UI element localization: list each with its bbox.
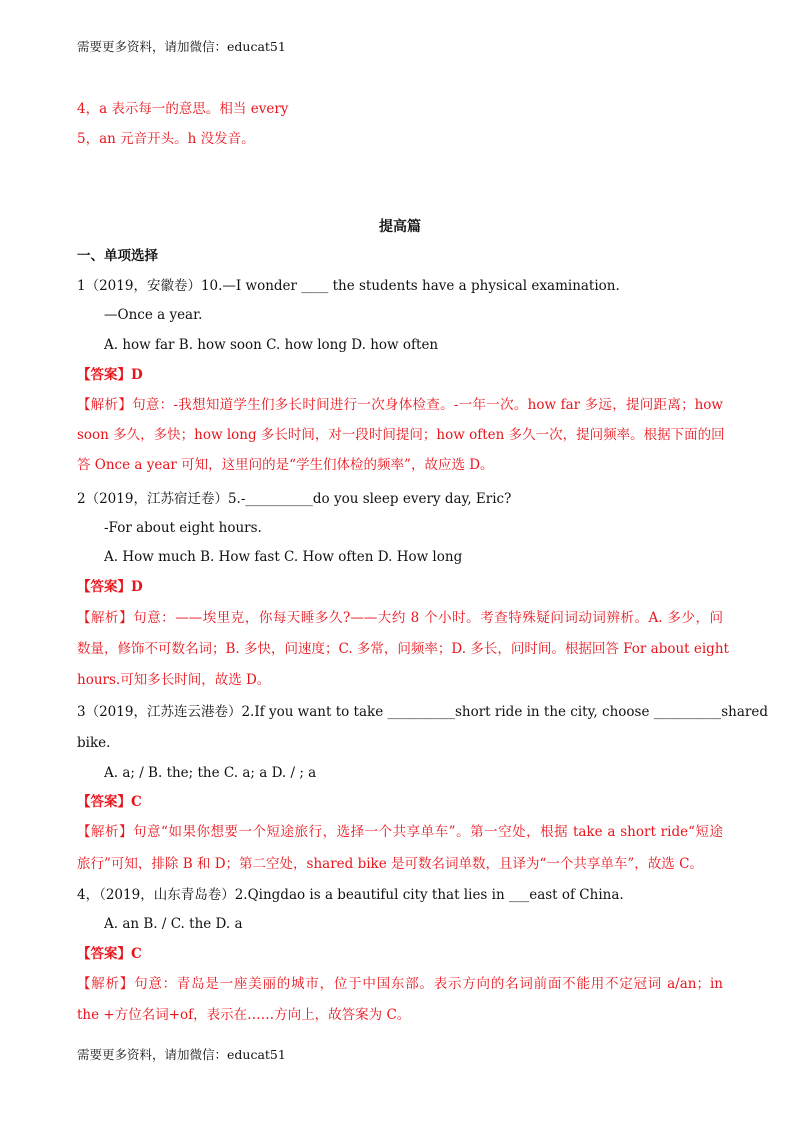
question-options: A. a; / B. the; the C. a; a D. / ; a	[104, 765, 317, 781]
question-stem-line2: —Once a year.	[104, 307, 203, 323]
analysis-line: 数量，修饰不可数名词；B. 多快，问速度；C. 多常，问频率；D. 多长，问时间。根据回答 For about eight	[77, 641, 729, 657]
analysis-line: 旅行”可知，排除 B 和 D；第二空处，shared bike 是可数名词单数，且译为“一个共享单车”，故选 C。	[77, 856, 703, 872]
section-heading: 一、单项选择	[77, 248, 158, 264]
question-stem: 2（2019，江苏宿迁卷）5.-__________do you sleep every day, Eric?	[77, 491, 512, 507]
analysis-line: 答 Once a year 可知，这里问的是“学生们体检的频率”，故应选 D。	[77, 457, 494, 473]
analysis-line: the +方位名词+of，表示在……方向上，故答案为 C。	[77, 1007, 411, 1023]
answer-line: 【答案】D	[77, 367, 143, 383]
question-options: A. How much B. How fast C. How often D. How long	[104, 549, 463, 565]
analysis-line: 【解析】句意：——埃里克，你每天睡多久?——大约 8 个小时。考查特殊疑问词动词辨析。A. 多少，问	[77, 610, 723, 626]
note-line: 5，an 元音开头。h 没发音。	[77, 131, 255, 147]
section-title: 提高篇	[379, 219, 421, 235]
page-header: 需要更多资料，请加微信：educat51	[77, 39, 286, 54]
note-line: 4，a 表示每一的意思。相当 every	[77, 101, 289, 117]
answer-line: 【答案】D	[77, 579, 143, 595]
analysis-line: 【解析】句意：青岛是一座美丽的城市，位于中国东部。表示方向的名词前面不能用不定冠词 a/an；in	[77, 976, 723, 992]
question-stem-line2: bike.	[77, 735, 111, 751]
answer-line: 【答案】C	[77, 794, 142, 810]
question-stem-line2: -For about eight hours.	[104, 520, 262, 536]
question-options: A. an B. / C. the D. a	[104, 916, 243, 932]
question-options: A. how far B. how soon C. how long D. how often	[104, 337, 439, 353]
question-stem: 4，（2019，山东青岛卷）2.Qingdao is a beautiful city that lies in ___east of China.	[77, 887, 624, 903]
analysis-line: hours.可知多长时间，故选 D。	[77, 672, 271, 688]
page-footer: 需要更多资料，请加微信：educat51	[77, 1047, 286, 1062]
analysis-line: 【解析】句意：-我想知道学生们多长时间进行一次身体检查。-一年一次。how far 多远，提问距离；how	[77, 397, 723, 413]
analysis-line: 【解析】句意“如果你想要一个短途旅行，选择一个共享单车”。第一空处，根据 take a short ride“短途	[77, 824, 723, 840]
analysis-line: soon 多久，多快；how long 多长时间，对一段时间提问；how often 多久一次，提问频率。根据下面的回	[77, 427, 725, 443]
question-stem: 1（2019，安徽卷）10.—I wonder ____ the students have a physical examination.	[77, 278, 620, 294]
answer-line: 【答案】C	[77, 946, 142, 962]
question-stem: 3（2019，江苏连云港卷）2.If you want to take __________short ride in the city, choose __________shared	[77, 704, 768, 720]
